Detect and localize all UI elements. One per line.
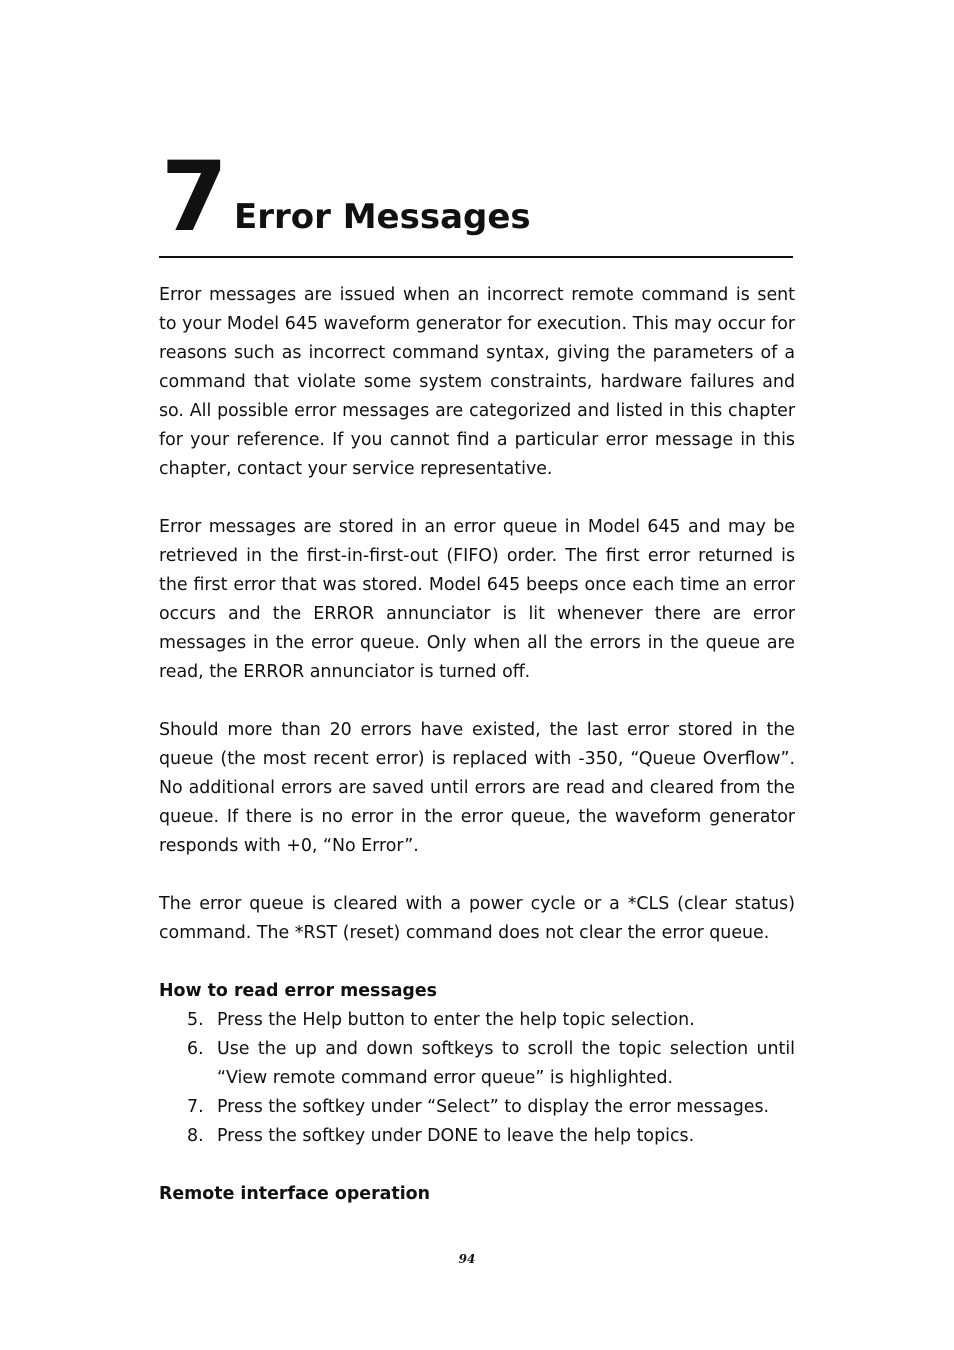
paragraph-clear-queue: The error queue is cleared with a power cycle or a *CLS (clear status) command. The *RST (reset) command does not clear the error queue. xyxy=(159,894,795,943)
paragraph-queue-overflow: Should more than 20 errors have existed, the last error stored in the queue (the most recent error) is replaced with -350, “Queue Overflow”. No additional errors are saved until errors are read and cleared from the queue. If there is no error in the error queue, the waveform generator responds with +0, “No Error”. xyxy=(159,720,795,856)
paragraph-intro: Error messages are issued when an incorrect remote command is sent to your Model 645 waveform generator for execution. This may occur for reasons such as incorrect command syntax, giving the parameters of a command that violate some system constraints, hardware failures and so. All possible error messages are categorized and listed in this chapter for your reference. If you cannot find a particular error message in this chapter, contact your service representative. xyxy=(159,285,795,479)
paragraph-error-queue: Error messages are stored in an error queue in Model 645 and may be retrieved in the first-in-first-out (FIFO) order. The first error returned is the first error that was stored. Model 645 beeps once each time an error occurs and the ERROR annunciator is lit whenever there are error messages in the error queue. Only when all the errors in the queue are read, the ERROR annunciator is turned off. xyxy=(159,517,795,682)
chapter-header xyxy=(159,141,793,258)
list-item xyxy=(159,1093,795,1122)
chapter-title: Error Messages xyxy=(234,197,531,237)
page-number: 94 xyxy=(458,1252,476,1266)
step-number: 7. xyxy=(187,1097,204,1117)
step-text: Use the up and down softkeys to scroll the topic selection until “View remote command error queue” is highlighted. xyxy=(217,1039,795,1088)
chapter-number: 7 xyxy=(161,141,226,253)
step-text: Press the Help button to enter the help topic selection. xyxy=(217,1010,695,1030)
step-number: 8. xyxy=(187,1126,204,1146)
step-number: 5. xyxy=(187,1010,204,1030)
step-number: 6. xyxy=(187,1039,204,1059)
steps-list xyxy=(159,1006,795,1151)
section-heading-remote-interface: Remote interface operation xyxy=(159,1184,431,1204)
step-text: Press the softkey under “Select” to display the error messages. xyxy=(217,1097,770,1117)
step-text: Press the softkey under DONE to leave the help topics. xyxy=(217,1126,695,1146)
list-item xyxy=(159,1006,795,1035)
chapter-body xyxy=(159,281,795,1209)
section-heading-how-to-read: How to read error messages xyxy=(159,981,438,1001)
list-item xyxy=(159,1122,795,1151)
list-item xyxy=(159,1035,795,1093)
